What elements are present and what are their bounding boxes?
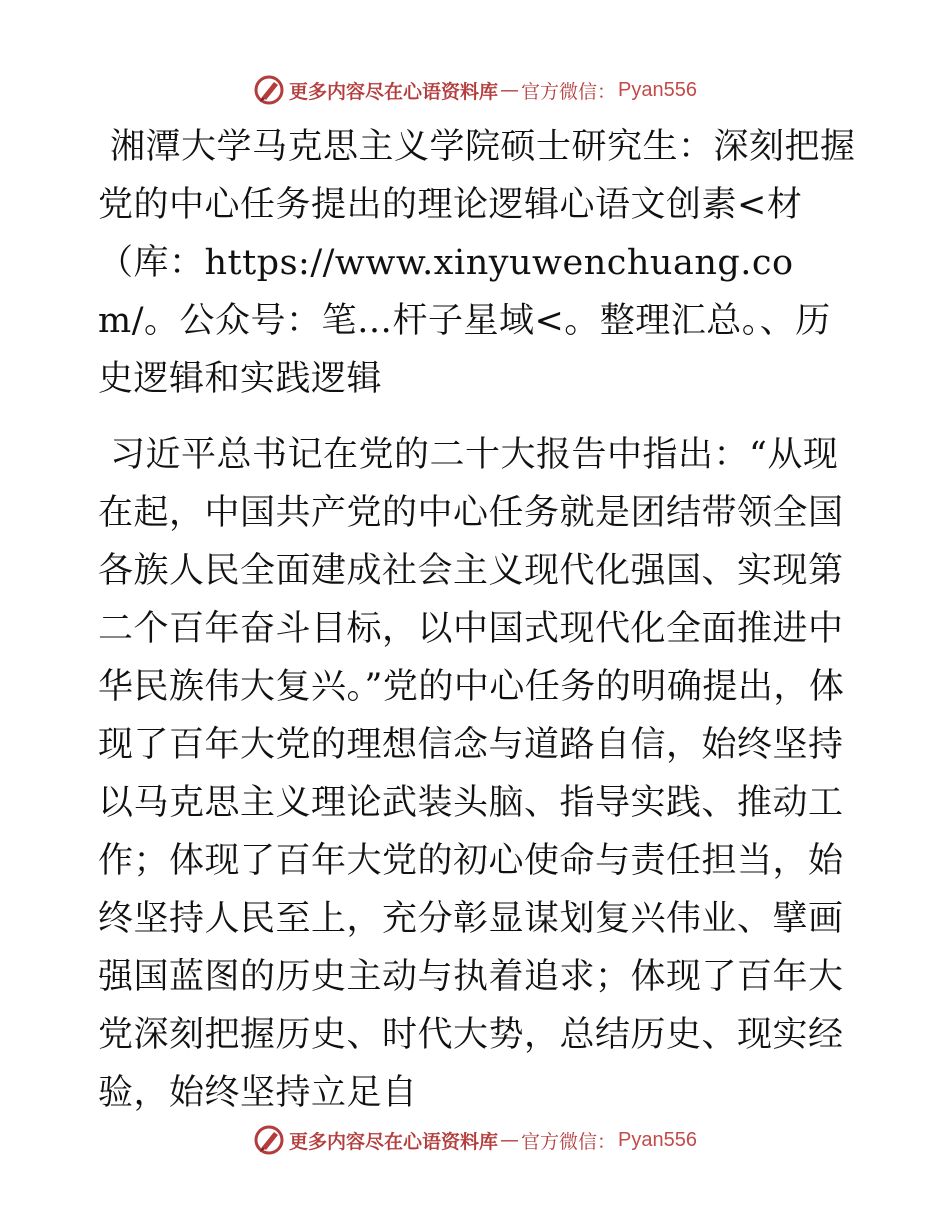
banner-wechat-label: 官方微信： [521, 1130, 617, 1153]
banner-handle: Pyan556 [618, 1128, 697, 1151]
banner-text: 更多内容尽在心语资料库 [289, 1130, 499, 1153]
banner-separator: — [500, 79, 520, 101]
banner-wechat-label: 官方微信： [521, 80, 617, 103]
pen-logo-icon [253, 74, 285, 106]
banner-handle: Pyan556 [618, 78, 697, 101]
paragraph-title: 湘潭大学马克思主义学院硕士研究生：深刻把握党的中心任务提出的理论逻辑心语文创素<材（库：https://www.xinyuwenchuang.com/。公众号：笔…杆子星域<。整理汇总。、历史逻辑和实践逻辑 [98, 127, 856, 399]
pen-logo-icon [253, 1124, 285, 1156]
banner-separator: — [500, 1129, 520, 1151]
paragraph-body: 习近平总书记在党的二十大报告中指出：“从现在起，中国共产党的中心任务就是团结带领全国各族人民全面建成社会主义现代化强国、实现第二个百年奋斗目标，以中国式现代化全面推进中华民族伟大复兴。”党的中心任务的明确提出，体现了百年大党的理想信念与道路自信，始终坚持以马克思主义理论武装头脑、指导实践、推动工作；体现了百年大党的初心使命与责任担当，始终坚持人民至上，充分彰显谋划复兴伟业、擘画强国蓝图的历史主动与执着追求；体现了百年大党深刻把握历史、时代大势，总结历史、现实经验，始终坚持立足自 [98, 435, 845, 1113]
banner-text: 更多内容尽在心语资料库 [289, 80, 499, 103]
header-banner [0, 70, 950, 110]
footer-banner [0, 1120, 950, 1160]
